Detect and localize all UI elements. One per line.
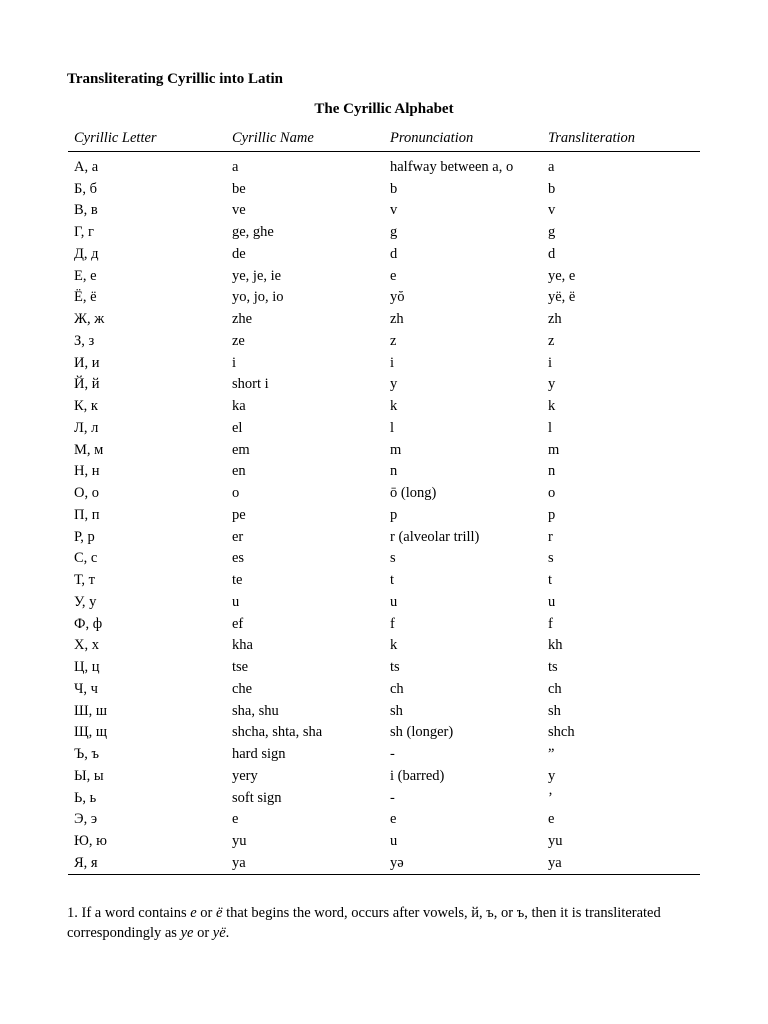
cell-cyrillic-letter: З, з [74, 332, 95, 349]
cell-pronunciation: k [390, 637, 398, 654]
cell-pronunciation: yə [390, 854, 404, 871]
footnote-text: that begins the word, occurs after vowels, й, ъ, or ъ, then it is transliterated correspondingly as [67, 905, 661, 941]
cell-cyrillic-name: ya [232, 854, 246, 871]
table-row [68, 265, 700, 287]
cell-cyrillic-name: kha [232, 637, 253, 654]
table-row [68, 852, 700, 874]
page-heading: Transliterating Cyrillic into Latin [67, 71, 283, 87]
cell-cyrillic-name: i [232, 354, 237, 371]
table-row [68, 700, 700, 722]
cell-transliteration: y [548, 376, 556, 393]
cell-pronunciation: p [390, 506, 398, 523]
cell-transliteration: sh [548, 702, 561, 719]
table-body [68, 152, 700, 875]
footnote-emphasis: e [190, 905, 197, 921]
cell-transliteration: m [548, 441, 560, 458]
cell-cyrillic-letter: Ч, ч [74, 680, 98, 697]
cell-cyrillic-letter: Е, е [74, 267, 97, 284]
footnote-text: . [225, 925, 230, 941]
cell-pronunciation: u [390, 593, 398, 610]
cell-transliteration: ’ [548, 789, 553, 806]
table-row [68, 613, 700, 635]
cell-transliteration: b [548, 180, 556, 197]
cell-cyrillic-letter: Р, р [74, 528, 95, 545]
cell-transliteration: t [548, 572, 553, 589]
table-row [68, 308, 700, 330]
cell-transliteration: kh [548, 637, 563, 654]
cell-cyrillic-letter: Г, г [74, 224, 94, 241]
cell-cyrillic-name: yu [232, 833, 247, 850]
cell-cyrillic-letter: Щ, щ [74, 724, 108, 741]
table-row [68, 352, 700, 374]
cell-cyrillic-letter: А, а [74, 158, 99, 175]
table-row [68, 569, 700, 591]
cell-cyrillic-name: pe [232, 506, 246, 523]
table-row [68, 243, 700, 265]
cell-cyrillic-letter: М, м [74, 441, 104, 458]
footnote-emphasis: ye [180, 925, 194, 941]
cell-pronunciation: ch [390, 680, 404, 697]
cell-transliteration: ye, e [548, 267, 576, 284]
cell-pronunciation: ts [390, 659, 400, 676]
cell-cyrillic-letter: К, к [74, 398, 98, 415]
cell-cyrillic-name: o [232, 485, 240, 502]
cell-pronunciation: d [390, 245, 398, 262]
cell-cyrillic-letter: Ы, ы [74, 767, 104, 784]
cell-cyrillic-letter: Б, б [74, 180, 97, 197]
cell-pronunciation: sh [390, 702, 403, 719]
cell-cyrillic-letter: Й, й [74, 376, 100, 393]
cell-cyrillic-letter: В, в [74, 202, 98, 219]
table-row [68, 221, 700, 243]
cell-transliteration: ” [548, 746, 555, 763]
cell-cyrillic-name: ef [232, 615, 244, 632]
table-row [68, 678, 700, 700]
cell-pronunciation: - [390, 746, 395, 763]
footnote-text: or [193, 925, 213, 941]
cell-transliteration: u [548, 593, 556, 610]
table-row [68, 439, 700, 461]
table-row [68, 656, 700, 678]
cell-cyrillic-letter: Д, д [74, 245, 99, 262]
cell-pronunciation: z [390, 332, 397, 349]
cell-pronunciation: r (alveolar trill) [390, 528, 480, 545]
table-row [68, 504, 700, 526]
cell-cyrillic-letter: И, и [74, 354, 100, 371]
table-row [68, 635, 700, 657]
cell-cyrillic-name: tse [232, 659, 249, 676]
table-row [68, 156, 700, 178]
cell-cyrillic-letter: Ж, ж [74, 311, 105, 328]
cell-cyrillic-name: ze [232, 332, 245, 349]
cell-cyrillic-letter: У, у [74, 593, 97, 610]
cell-pronunciation: k [390, 398, 398, 415]
cell-transliteration: r [548, 528, 553, 545]
cell-pronunciation: l [390, 419, 395, 436]
cell-cyrillic-name: ye, je, ie [232, 267, 282, 284]
cell-pronunciation: t [390, 572, 395, 589]
cell-transliteration: zh [548, 311, 562, 328]
cell-cyrillic-letter: Ь, ь [74, 789, 97, 806]
cell-pronunciation: s [390, 550, 396, 567]
table-row [68, 787, 700, 809]
cell-cyrillic-name: ge, ghe [232, 224, 274, 241]
cell-pronunciation: e [390, 267, 397, 284]
table-row [68, 482, 700, 504]
cell-transliteration: z [548, 332, 555, 349]
cell-pronunciation: i (barred) [390, 767, 445, 784]
cell-cyrillic-name: sha, shu [232, 702, 279, 719]
table-row [68, 374, 700, 396]
cell-transliteration: a [548, 158, 555, 175]
cell-cyrillic-letter: Ю, ю [74, 833, 107, 850]
cell-transliteration: yu [548, 833, 563, 850]
cell-transliteration: f [548, 615, 553, 632]
cell-cyrillic-name: hard sign [232, 746, 286, 763]
cell-transliteration: l [548, 419, 553, 436]
cell-transliteration: y [548, 767, 556, 784]
cell-cyrillic-letter: Н, н [74, 463, 100, 480]
cell-pronunciation: f [390, 615, 395, 632]
cell-pronunciation: - [390, 789, 395, 806]
cell-transliteration: ch [548, 680, 562, 697]
cell-cyrillic-name: zhe [232, 311, 253, 328]
cell-pronunciation: y [390, 376, 398, 393]
cell-cyrillic-name: e [232, 811, 239, 828]
cell-cyrillic-name: te [232, 572, 243, 589]
cell-transliteration: k [548, 398, 556, 415]
table-row [68, 178, 700, 200]
cell-cyrillic-name: shcha, shta, sha [232, 724, 323, 741]
table-row [68, 591, 700, 613]
cell-pronunciation: n [390, 463, 398, 480]
cell-cyrillic-letter: Ф, ф [74, 615, 103, 632]
cell-cyrillic-name: u [232, 593, 240, 610]
cell-cyrillic-letter: Э, э [74, 811, 98, 828]
cell-cyrillic-name: es [232, 550, 245, 567]
cell-transliteration: ya [548, 854, 562, 871]
cyrillic-alphabet-table [68, 128, 700, 875]
cell-transliteration: shch [548, 724, 575, 741]
cell-transliteration: n [548, 463, 556, 480]
cell-pronunciation: e [390, 811, 397, 828]
cell-cyrillic-letter: П, п [74, 506, 100, 523]
table-row [68, 417, 700, 439]
header-pronunciation: Pronunciation [390, 130, 474, 146]
table-row [68, 330, 700, 352]
table-title: The Cyrillic Alphabet [314, 101, 454, 117]
table-row [68, 461, 700, 483]
cell-cyrillic-name: be [232, 180, 246, 197]
header-cyrillic-name: Cyrillic Name [232, 130, 314, 146]
cell-cyrillic-letter: Ц, ц [74, 659, 100, 676]
cell-pronunciation: m [390, 441, 402, 458]
cell-cyrillic-name: en [232, 463, 246, 480]
cell-cyrillic-name: er [232, 528, 244, 545]
cell-cyrillic-name: de [232, 245, 246, 262]
cell-cyrillic-name: che [232, 680, 253, 697]
table-row [68, 287, 700, 309]
cell-cyrillic-name: yo, jo, io [232, 289, 284, 306]
cell-cyrillic-letter: Т, т [74, 572, 95, 589]
cell-transliteration: e [548, 811, 555, 828]
cell-pronunciation: zh [390, 311, 404, 328]
cell-cyrillic-name: ka [232, 398, 246, 415]
header-transliteration: Transliteration [548, 130, 636, 146]
cell-pronunciation: u [390, 833, 398, 850]
cell-pronunciation: sh (longer) [390, 724, 454, 741]
cell-cyrillic-letter: Я, я [74, 854, 98, 871]
cell-cyrillic-letter: С, с [74, 550, 98, 567]
table-row [68, 809, 700, 831]
cell-cyrillic-name: soft sign [232, 789, 282, 806]
cell-pronunciation: halfway between a, o [390, 158, 514, 175]
cell-cyrillic-name: yery [232, 767, 258, 784]
table-row [68, 830, 700, 852]
table-row [68, 722, 700, 744]
table-row [68, 743, 700, 765]
cell-transliteration: d [548, 245, 556, 262]
cell-transliteration: p [548, 506, 556, 523]
table-row [68, 765, 700, 787]
footnote-text: or [196, 905, 216, 921]
cell-transliteration: ts [548, 659, 558, 676]
cell-cyrillic-name: short i [232, 376, 269, 393]
footnote [67, 903, 707, 943]
cell-cyrillic-letter: Ъ, ъ [74, 746, 99, 763]
cell-transliteration: s [548, 550, 554, 567]
cell-cyrillic-name: a [232, 158, 239, 175]
cell-pronunciation: g [390, 224, 398, 241]
cell-pronunciation: i [390, 354, 395, 371]
cell-cyrillic-name: ve [232, 202, 246, 219]
cell-pronunciation: v [390, 202, 398, 219]
cell-cyrillic-name: em [232, 441, 250, 458]
cell-pronunciation: b [390, 180, 398, 197]
cell-transliteration: o [548, 485, 556, 502]
cell-cyrillic-name: el [232, 419, 243, 436]
cell-cyrillic-letter: О, о [74, 485, 99, 502]
footnote-emphasis: ë [216, 905, 223, 921]
cell-transliteration: yë, ë [548, 289, 576, 306]
cell-transliteration: g [548, 224, 556, 241]
table-row [68, 395, 700, 417]
table-header-row [68, 128, 700, 152]
footnote-emphasis: yë [212, 925, 226, 941]
cell-transliteration: v [548, 202, 556, 219]
cell-cyrillic-letter: Ё, ё [74, 289, 97, 306]
cell-pronunciation: ō (long) [390, 485, 437, 502]
table-row [68, 548, 700, 570]
cell-cyrillic-letter: Ш, ш [74, 702, 108, 719]
cell-cyrillic-letter: Л, л [74, 419, 99, 436]
table-row [68, 526, 700, 548]
footnote-text: 1. If a word contains [67, 905, 191, 921]
cell-transliteration: i [548, 354, 553, 371]
cell-cyrillic-letter: Х, х [74, 637, 99, 654]
cell-pronunciation: yŏ [390, 289, 405, 306]
table-row [68, 200, 700, 222]
header-cyrillic-letter: Cyrillic Letter [74, 130, 157, 146]
